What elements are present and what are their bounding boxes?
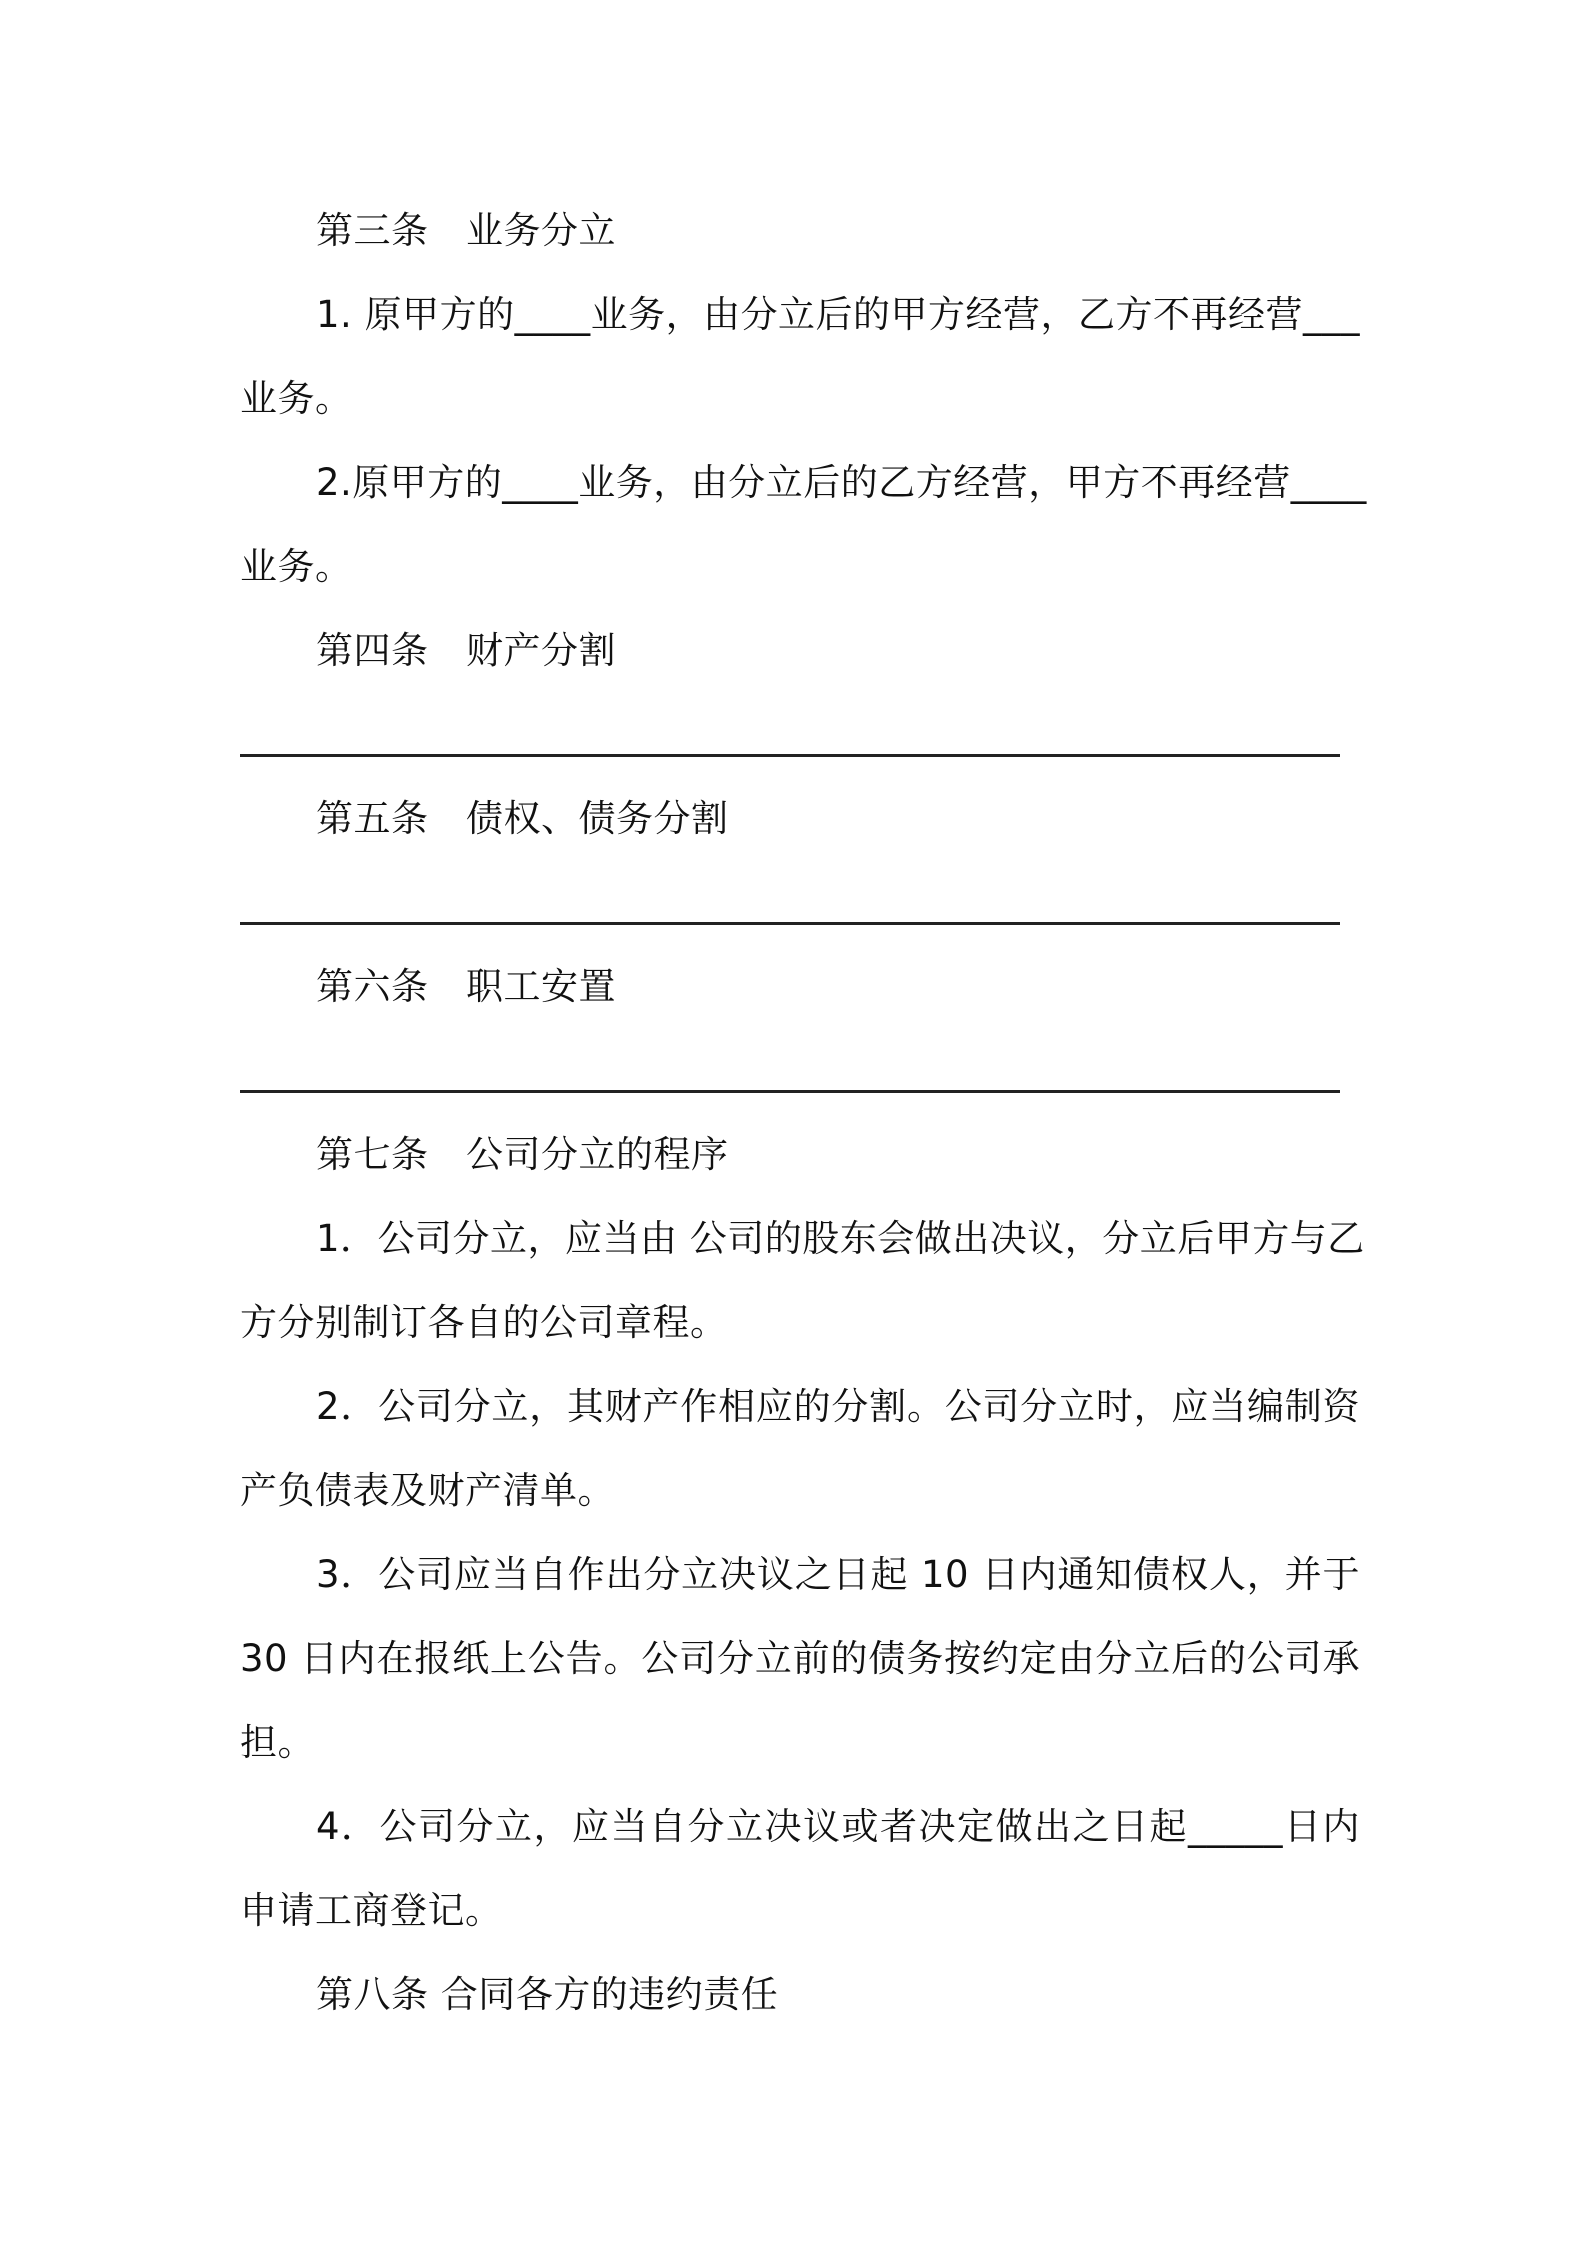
article-7-item-1-line-1: 1．公司分立，应当由 公司的股东会做出决议，分立后甲方与乙 [316, 1217, 1365, 1260]
article-7-item-4-line-1: 4．公司分立，应当自分立决议或者决定做出之日起_____日内 [316, 1805, 1360, 1848]
article-5-blank-line [240, 922, 1340, 925]
article-6-blank-line [240, 1090, 1340, 1093]
article-3-item-1-line-2: 业务。 [240, 377, 353, 420]
article-7-item-2-line-2: 产负债表及财产清单。 [240, 1469, 615, 1512]
article-7-item-3-line-2: 30 日内在报纸上公告。公司分立前的债务按约定由分立后的公司承 [240, 1637, 1360, 1680]
article-8-heading: 第八条 合同各方的违约责任 [316, 1973, 779, 2016]
article-7-item-3-line-1: 3．公司应当自作出分立决议之日起 10 日内通知债权人，并于 [316, 1553, 1360, 1596]
article-7-heading: 第七条 公司分立的程序 [316, 1133, 729, 1176]
article-7-item-2-line-1: 2．公司分立，其财产作相应的分割。公司分立时，应当编制资 [316, 1385, 1360, 1428]
article-7-item-3-line-3: 担。 [240, 1721, 315, 1764]
article-4-heading: 第四条 财产分割 [316, 629, 616, 672]
article-6-heading: 第六条 职工安置 [316, 965, 616, 1008]
article-7-item-1-line-2: 方分别制订各自的公司章程。 [240, 1301, 728, 1344]
article-7-item-4-line-2: 申请工商登记。 [240, 1889, 503, 1932]
article-3-item-2-line-1: 2.原甲方的____业务，由分立后的乙方经营，甲方不再经营____ [316, 461, 1367, 504]
article-5-heading: 第五条 债权、债务分割 [316, 797, 729, 840]
article-3-item-2-line-2: 业务。 [240, 545, 353, 588]
article-4-blank-line [240, 754, 1340, 757]
article-3-heading: 第三条 业务分立 [316, 209, 616, 252]
article-3-item-1-line-1: 1. 原甲方的____业务，由分立后的甲方经营，乙方不再经营___ [316, 293, 1361, 336]
